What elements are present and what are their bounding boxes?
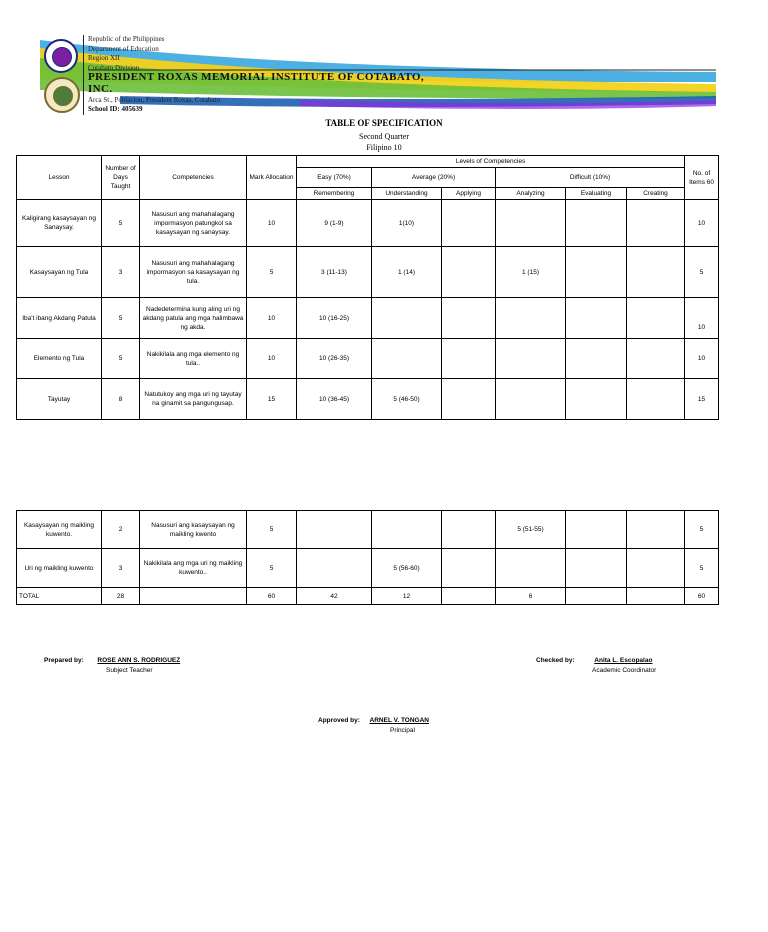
levels-header: Levels of Competencies xyxy=(297,156,685,168)
competency-cell: Nakikilala ang mga uri ng maikling kuwento.. xyxy=(140,549,247,588)
specification-table xyxy=(16,155,719,420)
evaluating-cell xyxy=(566,247,627,298)
difficult-header: Difficult (10%) xyxy=(496,168,685,188)
specification-table-continued xyxy=(16,510,719,605)
remembering-cell: 10 (26-35) xyxy=(297,339,372,379)
agency-block xyxy=(88,35,164,73)
evaluating-header: Evaluating xyxy=(566,188,627,200)
total-creating xyxy=(627,588,685,605)
approved-name: ARNEL V. TONGAN xyxy=(369,717,430,724)
col-mark-header: Mark Allocation xyxy=(247,156,297,200)
total-applying xyxy=(442,588,496,605)
header-divider xyxy=(83,35,84,115)
table-row xyxy=(17,339,719,379)
deped-seal-icon xyxy=(44,39,78,73)
evaluating-cell xyxy=(566,379,627,420)
document-title: TABLE OF SPECIFICATION xyxy=(325,118,443,128)
table-row xyxy=(17,247,719,298)
days-cell: 3 xyxy=(102,549,140,588)
average-header: Average (20%) xyxy=(372,168,496,188)
total-remembering: 42 xyxy=(297,588,372,605)
lesson-cell: Kasaysayan ng Tula xyxy=(17,247,102,298)
items-cell: 5 xyxy=(685,549,719,588)
col-lesson-header: Lesson xyxy=(17,156,102,200)
agency-line: Region XII xyxy=(88,54,120,63)
prepared-label: Prepared by: xyxy=(44,657,84,664)
days-cell: 5 xyxy=(102,339,140,379)
checked-label: Checked by: xyxy=(536,657,575,664)
evaluating-cell xyxy=(566,200,627,247)
total-row xyxy=(17,588,719,605)
creating-header: Creating xyxy=(627,188,685,200)
competency-cell: Nasusuri ang mahahalagang impormasyon patungkol sa kasaysayan ng sanaysay. xyxy=(140,200,247,247)
prepared-name: ROSE ANN S. RODRIGUEZ xyxy=(97,657,181,664)
analyzing-cell xyxy=(496,549,566,588)
understanding-cell: 5 (46-50) xyxy=(372,379,442,420)
total-analyzing: 6 xyxy=(496,588,566,605)
creating-cell xyxy=(627,247,685,298)
applying-header: Applying xyxy=(442,188,496,200)
letterhead xyxy=(0,0,768,118)
school-id: School ID: 405639 xyxy=(88,105,143,113)
easy-header: Easy (70%) xyxy=(297,168,372,188)
understanding-cell xyxy=(372,298,442,339)
mark-cell: 5 xyxy=(247,511,297,549)
mark-cell: 10 xyxy=(247,339,297,379)
total-competency xyxy=(140,588,247,605)
evaluating-cell xyxy=(566,511,627,549)
school-name xyxy=(88,71,424,95)
prepared-role: Subject Teacher xyxy=(106,667,153,674)
understanding-cell: 5 (56-60) xyxy=(372,549,442,588)
items-cell: 5 xyxy=(685,247,719,298)
remembering-cell xyxy=(297,549,372,588)
total-days: 28 xyxy=(102,588,140,605)
total-mark: 60 xyxy=(247,588,297,605)
days-cell: 5 xyxy=(102,200,140,247)
col-competencies-header: Competencies xyxy=(140,156,247,200)
table-row xyxy=(17,200,719,247)
competency-cell: Nasusuri ang mahahalagang impormasyon sa kasaysayan ng tula. xyxy=(140,247,247,298)
agency-line: Republic of the Philippines xyxy=(88,35,165,43)
items-cell: 10 xyxy=(685,298,719,339)
checked-by-block xyxy=(536,657,652,664)
approved-by-block xyxy=(318,717,429,724)
remembering-cell xyxy=(297,511,372,549)
table-row xyxy=(17,298,719,339)
lesson-cell: Kaligirang kasaysayan ng Sanaysay. xyxy=(17,200,102,247)
analyzing-cell xyxy=(496,200,566,247)
prepared-by-block xyxy=(44,657,180,664)
total-items: 60 xyxy=(685,588,719,605)
creating-cell xyxy=(627,549,685,588)
analyzing-cell xyxy=(496,298,566,339)
evaluating-cell xyxy=(566,549,627,588)
table-row xyxy=(17,549,719,588)
quarter-label: Second Quarter xyxy=(359,132,409,141)
mark-cell: 10 xyxy=(247,298,297,339)
analyzing-header: Analyzing xyxy=(496,188,566,200)
school-name-line2: INC. xyxy=(88,83,113,95)
items-cell: 5 xyxy=(685,511,719,549)
days-cell: 3 xyxy=(102,247,140,298)
understanding-cell: 1 (14) xyxy=(372,247,442,298)
creating-cell xyxy=(627,379,685,420)
creating-cell xyxy=(627,200,685,247)
agency-line: Cotabato Division xyxy=(88,63,140,72)
remembering-cell: 3 (11-13) xyxy=(297,247,372,298)
applying-cell xyxy=(442,298,496,339)
applying-cell xyxy=(442,339,496,379)
understanding-cell xyxy=(372,511,442,549)
applying-cell xyxy=(442,549,496,588)
remembering-cell: 9 (1-9) xyxy=(297,200,372,247)
items-cell: 15 xyxy=(685,379,719,420)
lesson-cell: Uri ng maikling kuwento xyxy=(17,549,102,588)
creating-cell xyxy=(627,511,685,549)
evaluating-cell xyxy=(566,339,627,379)
mark-cell: 10 xyxy=(247,200,297,247)
total-label: TOTAL xyxy=(17,588,102,605)
understanding-header: Understanding xyxy=(372,188,442,200)
understanding-cell xyxy=(372,339,442,379)
approved-role: Principal xyxy=(390,727,415,734)
mark-cell: 15 xyxy=(247,379,297,420)
total-evaluating xyxy=(566,588,627,605)
agency-line: Department of Education xyxy=(88,44,159,53)
competency-cell: Nasusuri ang kasaysayan ng maikling kwento xyxy=(140,511,247,549)
school-name-line1: PRESIDENT ROXAS MEMORIAL INSTITUTE OF COTABATO, xyxy=(88,71,425,83)
approved-label: Approved by: xyxy=(318,717,360,724)
subject-label: Filipino 10 xyxy=(366,143,402,152)
lesson-cell: Kasaysayan ng maikling kuwento. xyxy=(17,511,102,549)
applying-cell xyxy=(442,247,496,298)
mark-cell: 5 xyxy=(247,549,297,588)
remembering-cell: 10 (16-25) xyxy=(297,298,372,339)
competency-cell: Natutukoy ang mga uri ng tayutay na ginamit sa pangungusap. xyxy=(140,379,247,420)
col-items-header: No. of Items 60 xyxy=(685,156,719,200)
competency-cell: Nadedetermina kung aling uri ng akdang patula ang mga halimbawa ng akda. xyxy=(140,298,247,339)
understanding-cell: 1(10) xyxy=(372,200,442,247)
applying-cell xyxy=(442,200,496,247)
checked-name: Anita L. Escopalao xyxy=(594,657,653,664)
applying-cell xyxy=(442,379,496,420)
remembering-header: Remembering xyxy=(297,188,372,200)
lesson-cell: Elemento ng Tula xyxy=(17,339,102,379)
mark-cell: 5 xyxy=(247,247,297,298)
header-row xyxy=(17,156,719,168)
col-days-header: Number of Days Taught xyxy=(102,156,140,200)
remembering-cell: 10 (36-45) xyxy=(297,379,372,420)
total-understanding: 12 xyxy=(372,588,442,605)
table-row xyxy=(17,379,719,420)
analyzing-cell: 5 (51-55) xyxy=(496,511,566,549)
items-cell: 10 xyxy=(685,339,719,379)
analyzing-cell xyxy=(496,339,566,379)
checked-role: Academic Coordinator xyxy=(592,667,657,674)
days-cell: 8 xyxy=(102,379,140,420)
applying-cell xyxy=(442,511,496,549)
items-cell: 10 xyxy=(685,200,719,247)
school-seal-icon xyxy=(44,77,80,113)
days-cell: 5 xyxy=(102,298,140,339)
competency-cell: Nakikilala ang mga elemento ng tula.. xyxy=(140,339,247,379)
lesson-cell: Tayutay xyxy=(17,379,102,420)
table-row xyxy=(17,511,719,549)
analyzing-cell xyxy=(496,379,566,420)
creating-cell xyxy=(627,339,685,379)
days-cell: 2 xyxy=(102,511,140,549)
school-address: Arca St., Poblacion, President Roxas, Cotabato xyxy=(88,96,221,104)
creating-cell xyxy=(627,298,685,339)
evaluating-cell xyxy=(566,298,627,339)
lesson-cell: Iba't ibang Akdang Patula xyxy=(17,298,102,339)
analyzing-cell: 1 (15) xyxy=(496,247,566,298)
